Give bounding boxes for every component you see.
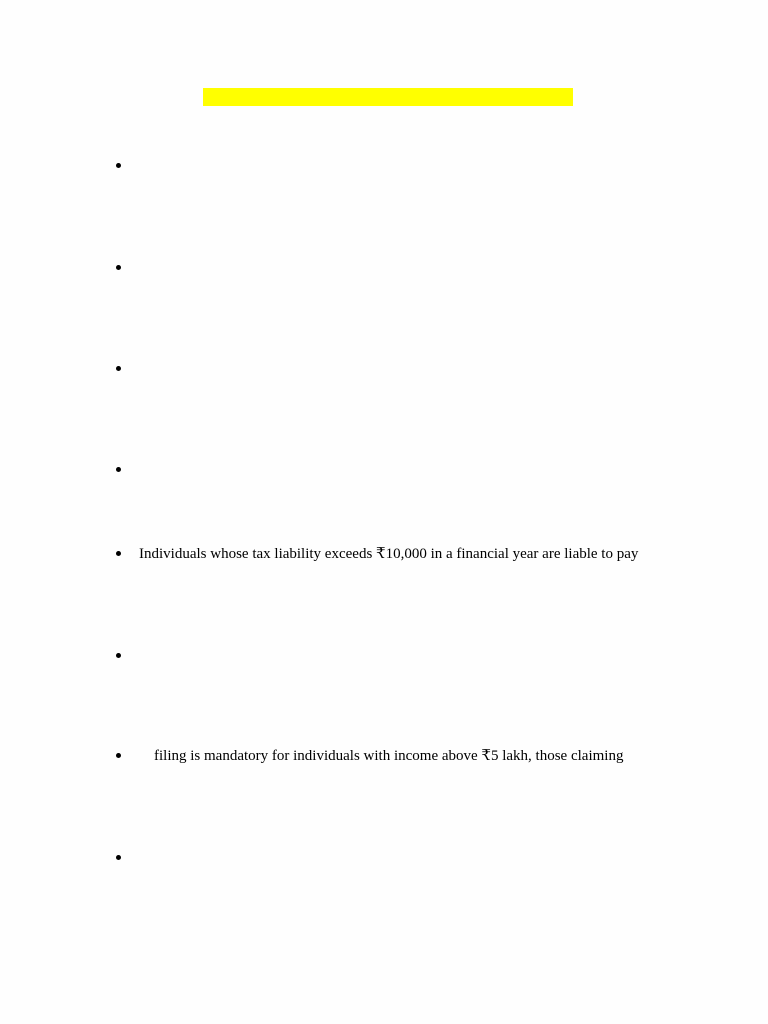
bullet-icon (116, 551, 121, 556)
bullet-icon (116, 653, 121, 658)
list-item (0, 746, 768, 766)
list-item (0, 460, 768, 480)
list-item-text: filing is mandatory for individuals with income above ₹5 lakh, those claiming (154, 748, 624, 764)
list-item-text: Individuals whose tax liability exceeds ₹10,000 in a financial year are liable to pay (139, 546, 639, 562)
bullet-icon (116, 265, 121, 270)
bullet-icon (116, 855, 121, 860)
list-item (0, 258, 768, 278)
list-item (0, 848, 768, 868)
bullet-icon (116, 753, 121, 758)
list-item (0, 646, 768, 666)
list-item (0, 544, 768, 564)
title-highlight (203, 88, 573, 106)
bullet-icon (116, 467, 121, 472)
bullet-icon (116, 163, 121, 168)
bullet-icon (116, 366, 121, 371)
list-item (0, 156, 768, 176)
list-item (0, 359, 768, 379)
